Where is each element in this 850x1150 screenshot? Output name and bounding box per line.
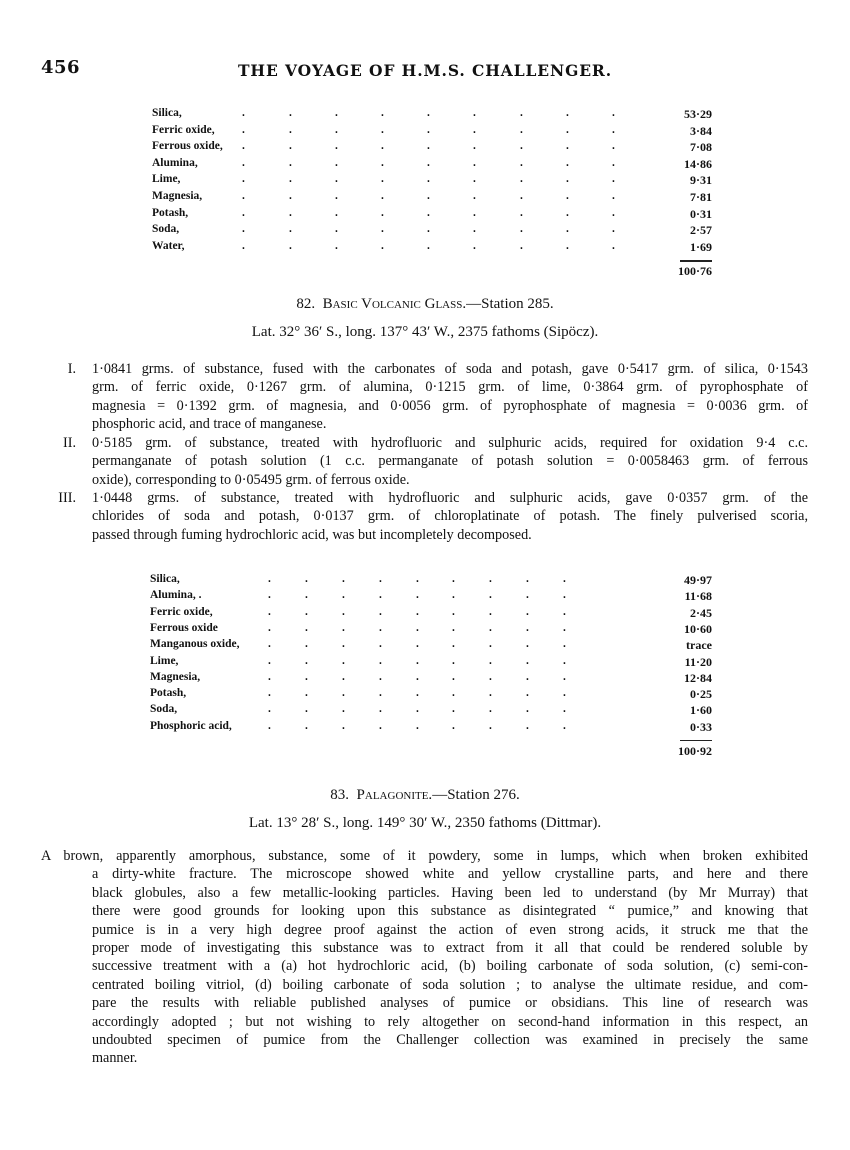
- table-row: Ferric oxide, . . . . . . . . . 2·45: [150, 605, 712, 620]
- table-row: Potash, . . . . . . . . . 0·25: [150, 687, 712, 702]
- table-row: Lime, . . . . . . . . . 11·20: [150, 654, 712, 669]
- text-line: centrated boiling vitriol, (d) boiling carbonate of soda solution ; to analyse the ultimate residue, and com-: [92, 976, 808, 993]
- row-label: Phosphoric acid,: [150, 719, 232, 732]
- sum-rule: [680, 260, 712, 261]
- description-paragraph: [41, 847, 808, 1068]
- row-value: 2·45: [689, 605, 712, 620]
- text-line: pumice is in a very high degree proof against the action of even strong acids, it struck me that the: [92, 921, 808, 938]
- text-line: manner.: [92, 1050, 138, 1067]
- table-row: Lime, . . . . . . . . . 9·31: [152, 173, 712, 188]
- section-title: Basic Volcanic Glass.: [322, 296, 467, 312]
- section-number: 82.: [296, 296, 316, 312]
- station-label: —Station 285.: [466, 296, 554, 312]
- table-row: Water, . . . . . . . . . 1·69: [152, 239, 712, 254]
- section-83-location: Lat. 13° 28′ S., long. 149° 30′ W., 2350 fathoms (Dittmar).: [248, 815, 602, 831]
- row-value: 7·81: [689, 190, 712, 204]
- row-label: Potash,: [150, 687, 187, 700]
- section-83-heading: [0, 787, 850, 804]
- table-row: Magnesia, . . . . . . . . . 12·84: [150, 670, 712, 685]
- row-label: Magnesia,: [152, 190, 203, 202]
- row-value: trace: [686, 638, 712, 653]
- table-row: Manganous oxide, . . . . . . . . . trace: [150, 638, 712, 653]
- table-row: Silica, . . . . . . . . . 49·97: [150, 573, 712, 587]
- roman-numeral: III.: [58, 490, 76, 506]
- analysis-paragraph: [67, 360, 808, 434]
- row-label: Manganous oxide,: [150, 638, 240, 651]
- row-label: Ferrous oxide: [150, 621, 218, 634]
- text-line: phosphoric acid, and trace of manganese.: [92, 416, 327, 433]
- text-line: permanganate of potash solution (1 c.c. permanganate of potash solution = 0·0058463 grm. of ferrous: [92, 453, 808, 470]
- row-value: 3·84: [689, 123, 712, 138]
- row-value: 12·84: [683, 670, 712, 685]
- table-row: Ferrous oxide . . . . . . . . . 10·60: [150, 621, 712, 636]
- row-label: Silica,: [150, 573, 180, 585]
- section-82-heading: [0, 296, 850, 313]
- text-line: accordingly adopted ; but not wishing to rely altogether on second-hand information in this respect, an: [92, 1013, 808, 1030]
- row-label: Ferric oxide,: [152, 123, 215, 136]
- row-value: 10·60: [683, 621, 712, 636]
- table-row: Phosphoric acid, . . . . . . . . . 0·33: [150, 719, 712, 734]
- text-line: a dirty-white fracture. The microscope showed white and yellow crystalline parts, and here and there: [92, 866, 808, 883]
- text-line: undoubted specimen of pumice from the Challenger collection was examined in precisely the same: [92, 1032, 808, 1049]
- row-value: 11·68: [684, 589, 712, 604]
- text-line: black globules, also a few metallic-looking particles. Having been led to understand (by Mr Murray) that: [92, 884, 808, 901]
- row-label: Soda,: [152, 223, 180, 236]
- row-label: Water,: [152, 239, 185, 252]
- row-value: 7·08: [689, 140, 712, 155]
- text-line: passed through fuming hydrochloric acid, was but incompletely decomposed.: [92, 526, 532, 543]
- row-value: 11·20: [684, 654, 712, 669]
- table-row: Soda, . . . . . . . . . 2·57: [152, 223, 712, 238]
- row-value: 1·60: [689, 703, 712, 718]
- row-value: 53·29: [683, 107, 712, 121]
- table-row: Alumina, . . . . . . . . . . 11·68: [150, 589, 712, 604]
- section-number: 83.: [330, 787, 350, 803]
- page-number: 456: [41, 57, 81, 78]
- sum-rule: [680, 740, 712, 741]
- row-label: Potash,: [152, 206, 189, 219]
- text-line: 1·0841 grms. of substance, fused with the carbonates of soda and potash, gave 0·5417 grm. of silica, 0·1543: [92, 361, 808, 377]
- row-value: 1·69: [689, 239, 712, 254]
- section-82-location: Lat. 32° 36′ S., long. 137° 43′ W., 2375 fathoms (Sipöcz).: [251, 324, 599, 340]
- row-label: Ferric oxide,: [150, 605, 213, 618]
- row-label: Soda,: [150, 703, 178, 716]
- text-line: A brown, apparently amorphous, substance, some of it powdery, some in lumps, which when broken exhibited: [41, 848, 808, 864]
- row-value: 49·97: [683, 573, 712, 587]
- table-total: 100·76: [677, 264, 712, 279]
- row-value: 9·31: [689, 173, 712, 188]
- table-row: Ferric oxide, . . . . . . . . . 3·84: [152, 123, 712, 138]
- text-line: chlorides of soda and potash, 0·0137 grm. of chloroplatinate of potash. The finely pulverised scoria,: [92, 508, 808, 525]
- row-value: 0·33: [689, 719, 712, 734]
- table-total: 100·92: [677, 744, 712, 758]
- row-value: 14·86: [683, 156, 712, 171]
- text-line: 0·5185 grm. of substance, treated with hydrofluoric and sulphuric acids, required for oxidation 9·4 c.c.: [92, 435, 808, 451]
- analysis-paragraph: [63, 434, 808, 489]
- text-line: proper mode of investigating this substance was to extract from it all that could be rendered soluble by: [92, 940, 808, 957]
- roman-numeral: I.: [67, 361, 76, 377]
- row-value: 0·25: [689, 687, 712, 702]
- station-label: —Station 276.: [432, 787, 520, 803]
- table-row: Magnesia, . . . . . . . . . 7·81: [152, 190, 712, 204]
- row-label: Alumina,: [152, 156, 198, 169]
- analysis-paragraph: [58, 489, 808, 544]
- table-row: Ferrous oxide, . . . . . . . . . 7·08: [152, 140, 712, 155]
- row-value: 0·31: [689, 206, 712, 221]
- text-line: there were good grounds for looking upon this substance as disintegrated “ pumice,” and knowing that: [92, 903, 808, 920]
- section-title: Palagonite.: [356, 787, 433, 803]
- text-line: grm. of ferric oxide, 0·1267 grm. of alumina, 0·1215 grm. of lime, 0·3864 grm. of pyrophosphate of: [92, 379, 808, 396]
- text-line: 1·0448 grms. of substance, treated with hydrofluoric and sulphuric acids, gave 0·0357 grm. of the: [92, 490, 808, 506]
- row-label: Ferrous oxide,: [152, 140, 223, 153]
- table-row: Soda, . . . . . . . . . 1·60: [150, 703, 712, 718]
- row-label: Lime,: [152, 173, 181, 186]
- running-head: THE VOYAGE OF H.M.S. CHALLENGER.: [237, 61, 613, 80]
- row-label: Magnesia,: [150, 670, 201, 683]
- row-label: Silica,: [152, 107, 182, 119]
- row-value: 2·57: [689, 223, 712, 238]
- text-line: pare the results with reliable published analyses of pumice or obsidians. This line of research was: [92, 995, 808, 1012]
- table-row: Potash, . . . . . . . . . 0·31: [152, 206, 712, 221]
- row-label: Lime,: [150, 654, 179, 667]
- table-row: Alumina, . . . . . . . . . 14·86: [152, 156, 712, 171]
- text-line: oxide), corresponding to 0·05495 grm. of ferrous oxide.: [92, 471, 410, 488]
- text-line: successive treatment with a (a) hot hydrochloric acid, (b) boiling carbonate of soda solution, (c) semi-con-: [92, 958, 808, 975]
- row-label: Alumina, .: [150, 589, 202, 602]
- table-row: Silica, . . . . . . . . . 53·29: [152, 107, 712, 121]
- roman-numeral: II.: [63, 435, 76, 451]
- text-line: magnesia = 0·1392 grm. of magnesia, and 0·0056 grm. of pyrophosphate of magnesia = 0·0036 grm. of: [92, 397, 808, 414]
